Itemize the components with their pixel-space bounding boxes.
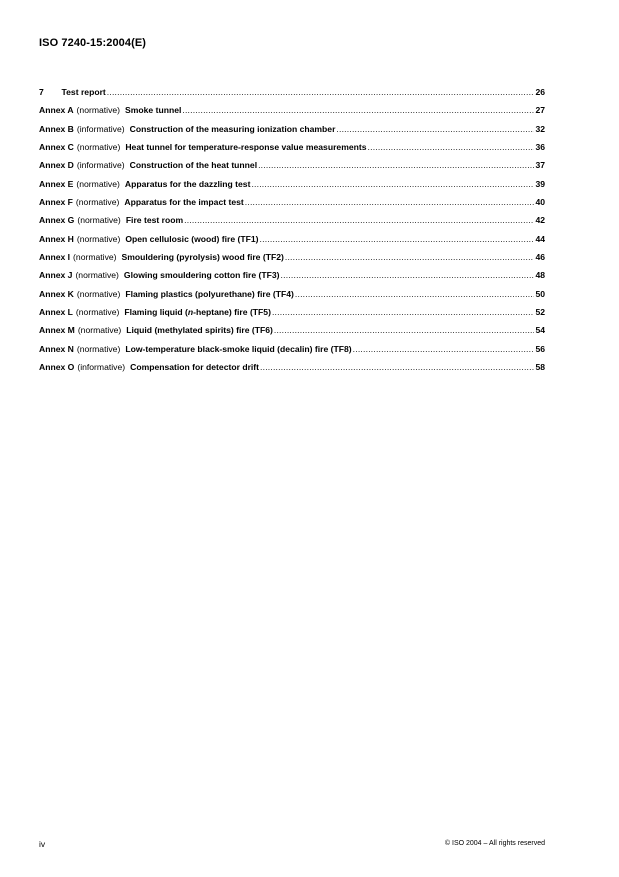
toc-page-number: 46 bbox=[535, 252, 545, 263]
toc-leader-dots bbox=[272, 307, 534, 318]
toc-page-number: 26 bbox=[535, 87, 545, 97]
toc-annex-label: Annex E bbox=[39, 178, 74, 189]
toc-leader-dots bbox=[182, 105, 534, 116]
toc-annex-label: Annex N bbox=[39, 343, 74, 354]
toc-entry-section-7[interactable] bbox=[39, 87, 545, 105]
toc-entry-title: Construction of the measuring ionization chamber bbox=[129, 123, 336, 134]
toc-annex-label: Annex A bbox=[39, 105, 74, 116]
toc-annex-label: Annex I bbox=[39, 252, 71, 263]
toc-leader-dots bbox=[260, 234, 535, 245]
toc-annex-type: (normative) bbox=[76, 178, 120, 189]
toc-annex-type: (normative) bbox=[76, 105, 121, 116]
toc-leader-dots bbox=[184, 215, 534, 226]
toc-page-number: 37 bbox=[535, 160, 545, 171]
toc-leader-dots bbox=[251, 179, 534, 190]
toc-section-number: 7 bbox=[39, 87, 44, 97]
toc-page-number: 36 bbox=[535, 142, 545, 153]
table-of-contents bbox=[39, 87, 545, 381]
toc-annex-type: (normative) bbox=[75, 307, 120, 318]
toc-entry-title: Smoke tunnel bbox=[125, 105, 182, 116]
toc-title-part: Flaming liquid ( bbox=[124, 307, 188, 318]
toc-leader-dots bbox=[281, 270, 535, 281]
toc-annex-type: (informative) bbox=[76, 160, 125, 171]
toc-entry-title: Fire test room bbox=[125, 215, 184, 226]
toc-entry-annex-j[interactable] bbox=[39, 270, 545, 288]
toc-page-number: 32 bbox=[535, 123, 545, 134]
toc-page-number: 27 bbox=[535, 105, 545, 116]
toc-leader-dots bbox=[285, 252, 535, 263]
toc-entry-title bbox=[124, 307, 271, 318]
toc-page-number: 50 bbox=[535, 288, 545, 299]
toc-annex-type: (normative) bbox=[73, 252, 117, 263]
toc-annex-label: Annex G bbox=[39, 215, 75, 226]
toc-entry-title: Compensation for detector drift bbox=[130, 362, 260, 373]
toc-entry-annex-f[interactable] bbox=[39, 197, 545, 215]
toc-annex-label: Annex J bbox=[39, 270, 73, 281]
toc-page-number: 56 bbox=[535, 343, 545, 354]
footer-copyright: © ISO 2004 – All rights reserved bbox=[444, 840, 545, 847]
toc-title-italic-part: n bbox=[187, 307, 194, 318]
toc-annex-label: Annex M bbox=[39, 325, 75, 336]
toc-entry-title: Test report bbox=[61, 87, 106, 97]
toc-entry-title: Heat tunnel for temperature-response value measurements bbox=[125, 142, 367, 153]
toc-annex-label: Annex K bbox=[39, 288, 74, 299]
toc-entry-annex-g[interactable] bbox=[39, 215, 545, 233]
toc-annex-type: (normative) bbox=[76, 343, 121, 354]
toc-annex-label: Annex F bbox=[39, 197, 73, 208]
toc-entry-annex-d[interactable] bbox=[39, 160, 545, 178]
toc-entry-title: Open cellulosic (wood) fire (TF1) bbox=[125, 233, 259, 244]
toc-entry-annex-c[interactable] bbox=[39, 142, 545, 160]
page-header-doc-id: ISO 7240-15:2004(E) bbox=[39, 37, 147, 49]
toc-entry-title: Glowing smouldering cotton fire (TF3) bbox=[123, 270, 280, 281]
toc-page-number: 39 bbox=[535, 178, 545, 189]
toc-entry-title: Apparatus for the impact test bbox=[124, 197, 244, 208]
toc-annex-label: Annex B bbox=[39, 123, 74, 134]
footer-page-number: iv bbox=[39, 839, 46, 849]
toc-annex-type: (informative) bbox=[76, 123, 125, 134]
toc-annex-label: Annex C bbox=[39, 142, 74, 153]
toc-entry-title: Flaming plastics (polyurethane) fire (TF4) bbox=[125, 288, 294, 299]
toc-entry-annex-n[interactable] bbox=[39, 344, 545, 362]
toc-entry-title: Apparatus for the dazzling test bbox=[124, 178, 251, 189]
toc-entry-title: Low-temperature black-smoke liquid (decalin) fire (TF8) bbox=[125, 343, 352, 354]
toc-page-number: 40 bbox=[535, 197, 545, 208]
toc-annex-label: Annex H bbox=[39, 233, 74, 244]
toc-page-number: 54 bbox=[535, 325, 545, 336]
toc-annex-label: Annex D bbox=[39, 160, 74, 171]
toc-annex-type: (normative) bbox=[75, 197, 120, 208]
toc-leader-dots bbox=[258, 160, 534, 171]
toc-annex-label: Annex O bbox=[39, 362, 75, 373]
toc-entry-annex-k[interactable] bbox=[39, 289, 545, 307]
toc-entry-title: Liquid (methylated spirits) fire (TF6) bbox=[126, 325, 273, 336]
toc-annex-type: (normative) bbox=[76, 142, 121, 153]
toc-leader-dots bbox=[107, 87, 535, 98]
toc-entry-annex-i[interactable] bbox=[39, 252, 545, 270]
toc-leader-dots bbox=[336, 124, 534, 135]
toc-page-number: 48 bbox=[535, 270, 545, 281]
toc-annex-label: Annex L bbox=[39, 307, 73, 318]
toc-page-number: 42 bbox=[535, 215, 545, 226]
toc-annex-type: (normative) bbox=[76, 288, 121, 299]
toc-page-number: 52 bbox=[535, 307, 545, 318]
toc-entry-title: Smouldering (pyrolysis) wood fire (TF2) bbox=[121, 252, 284, 263]
toc-leader-dots bbox=[368, 142, 535, 153]
toc-entry-annex-b[interactable] bbox=[39, 124, 545, 142]
toc-entry-annex-o[interactable] bbox=[39, 362, 545, 380]
toc-annex-type: (normative) bbox=[75, 270, 119, 281]
toc-title-part: -heptane) fire (TF5) bbox=[193, 307, 271, 318]
toc-leader-dots bbox=[353, 344, 535, 355]
toc-entry-annex-m[interactable] bbox=[39, 325, 545, 343]
toc-entry-annex-l[interactable] bbox=[39, 307, 545, 325]
toc-entry-annex-h[interactable] bbox=[39, 234, 545, 252]
toc-page-number: 58 bbox=[535, 362, 545, 373]
toc-annex-type: (normative) bbox=[76, 233, 121, 244]
toc-leader-dots bbox=[274, 325, 535, 336]
toc-entry-annex-a[interactable] bbox=[39, 105, 545, 123]
toc-page-number: 44 bbox=[535, 233, 545, 244]
toc-annex-type: (normative) bbox=[77, 325, 122, 336]
toc-leader-dots bbox=[295, 289, 535, 300]
toc-annex-type: (informative) bbox=[77, 362, 126, 373]
toc-entry-annex-e[interactable] bbox=[39, 179, 545, 197]
toc-entry-title: Construction of the heat tunnel bbox=[129, 160, 258, 171]
toc-annex-type: (normative) bbox=[77, 215, 121, 226]
toc-leader-dots bbox=[245, 197, 535, 208]
toc-leader-dots bbox=[260, 362, 534, 373]
